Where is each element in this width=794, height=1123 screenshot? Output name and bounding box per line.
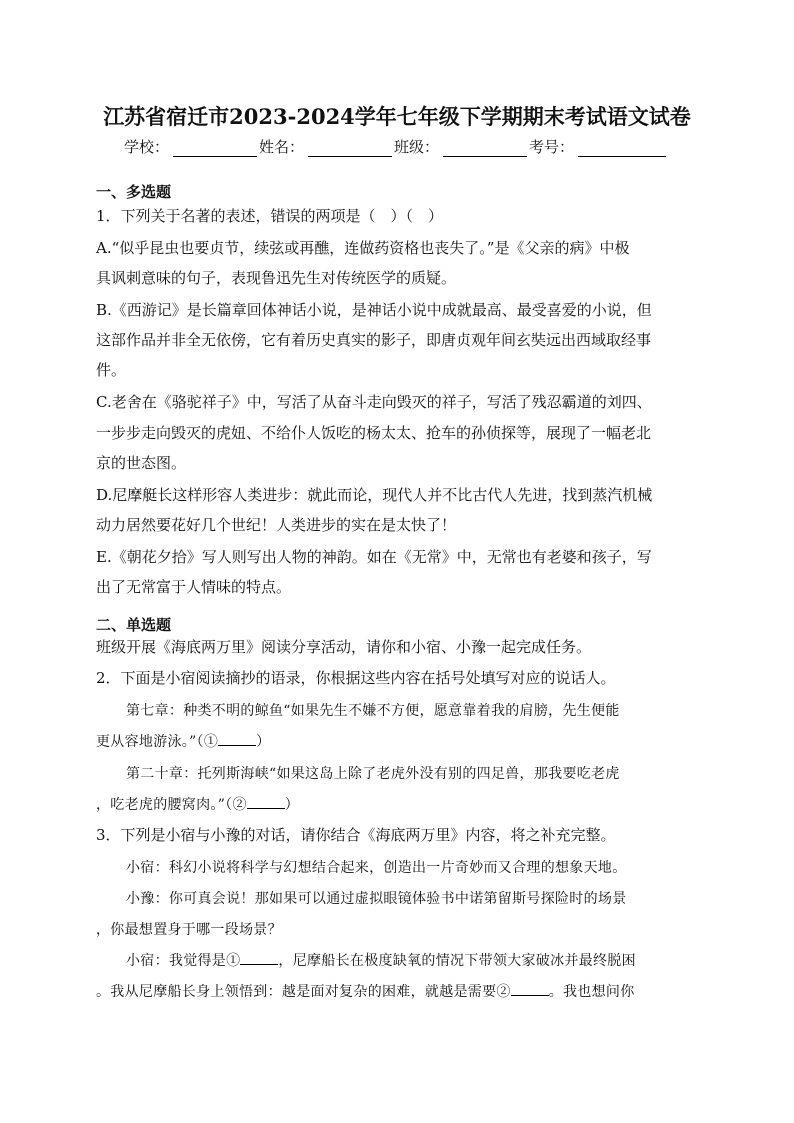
- class-field[interactable]: [443, 138, 527, 157]
- q2-stem: 2．下面是小宿阅读摘抄的语录，你根据这些内容在括号处填写对应的说话人。: [96, 669, 616, 687]
- q3-stem: 3．下列是小宿与小豫的对话，请你结合《海底两万里》内容，将之补充完整。: [96, 826, 616, 844]
- q3-dialogue-line1: 小宿：科幻小说将科学与幻想结合起来，创造出一片奇妙而又合理的想象天地。: [126, 860, 627, 876]
- q2-quote1-line2: [96, 731, 706, 751]
- q3-line4-rest: ，尼摩船长在极度缺氧的情况下带领大家破冰并最终脱困: [278, 953, 636, 969]
- student-info-row: [124, 136, 684, 157]
- q1-option-a-line2: 具讽刺意味的句子，表现鲁迅先生对传统医学的质疑。: [96, 269, 457, 287]
- q2-answer-blank-2[interactable]: [247, 794, 285, 809]
- name-label: 姓名：: [259, 138, 305, 156]
- q3-dialogue-line3: ，你最想置身于哪一段场景？: [96, 922, 282, 938]
- q1-option-e-line1: E.《朝花夕拾》写人则写出人物的神韵。如在《无常》中，无常也有老婆和孩子，写: [96, 548, 652, 566]
- q2-quote2-close: ）: [284, 797, 300, 813]
- q3-dialogue-line2: 小豫：你可真会说！那如果可以通过虚拟眼镜体验书中诺第留斯号探险时的场景: [126, 891, 627, 907]
- q1-option-c-line2: 一步步走向毁灭的虎妞、不给仆人饭吃的杨太太、抢车的孙侦探等，展现了一幅老北: [96, 424, 652, 442]
- q1-option-d-line2: 动力居然要花好几个世纪！人类进步的实在是太快了！: [96, 516, 457, 534]
- page-title: 江苏省宿迁市2023-2024学年七年级下学期期末考试语文试卷: [103, 104, 691, 129]
- q2-quote1-line1: 第七章：种类不明的鲸鱼“如果先生不嫌不方便，愿意靠着我的肩膀，先生便能: [126, 703, 620, 719]
- activity-intro: 班级开展《海底两万里》阅读分享活动，请你和小宿、小豫一起完成任务。: [96, 638, 592, 656]
- q1-option-c-line3: 京的世态图。: [96, 454, 187, 472]
- section-heading-multi: 一、多选题: [96, 183, 172, 201]
- exam-no-label: 考号：: [529, 138, 575, 156]
- q1-option-b-line2: 这部作品并非全无依傍，它有着历史真实的影子，即唐贞观年间玄奘远出西域取经事: [96, 331, 652, 349]
- q3-answer-blank-2[interactable]: [511, 981, 549, 996]
- q1-option-a-line1: A.“似乎昆虫也要贞节，续弦或再醮，连做药资格也丧失了。”是《父亲的病》中极: [96, 239, 630, 257]
- section-heading-single: 二、单选题: [96, 616, 172, 634]
- q1-option-e-line2: 出了无常富于人情味的特点。: [96, 578, 292, 596]
- q3-line5-rest: 。我也想问你: [548, 984, 635, 1000]
- q1-option-b-line3: 件。: [96, 361, 127, 379]
- q2-quote1-close: ）: [256, 734, 271, 750]
- q2-quote2-line2: [96, 794, 706, 814]
- name-field[interactable]: [308, 138, 392, 157]
- q1-stem: 1．下列关于名著的表述，错误的两项是（ ）（ ）: [96, 207, 444, 225]
- school-label: 学校：: [124, 138, 170, 156]
- q2-answer-blank-1[interactable]: [218, 731, 256, 746]
- q3-dialogue-line5: [96, 981, 706, 1001]
- q3-dialogue-line4: [126, 950, 736, 970]
- q2-quote1-text: 更从容地游泳。”（①: [96, 734, 219, 750]
- class-label: 班级：: [394, 138, 440, 156]
- q2-quote2-line1: 第二十章：托列斯海峡“如果这岛上除了老虎外没有别的四足兽，那我要吃老虎: [126, 766, 620, 782]
- q3-line4-text: 小宿：我觉得是①: [126, 953, 241, 969]
- school-field[interactable]: [173, 138, 257, 157]
- q1-option-b-line1: B.《西游记》是长篇章回体神话小说，是神话小说中成就最高、最受喜爱的小说，但: [96, 301, 652, 319]
- q3-answer-blank-1[interactable]: [240, 950, 278, 965]
- q3-line5-text: 。我从尼摩船长身上领悟到：越是面对复杂的困难，就越是需要②: [96, 984, 511, 1000]
- q1-option-d-line1: D.尼摩艇长这样形容人类进步：就此而论，现代人并不比古代人先进，找到蒸汽机械: [96, 486, 653, 504]
- q1-option-c-line1: C.老舍在《骆驼祥子》中，写活了从奋斗走向毁灭的祥子，写活了残忍霸道的刘四、: [96, 393, 652, 411]
- q2-quote2-text: ，吃老虎的腰窝肉。”（②: [96, 797, 247, 813]
- exam-no-field[interactable]: [578, 138, 666, 157]
